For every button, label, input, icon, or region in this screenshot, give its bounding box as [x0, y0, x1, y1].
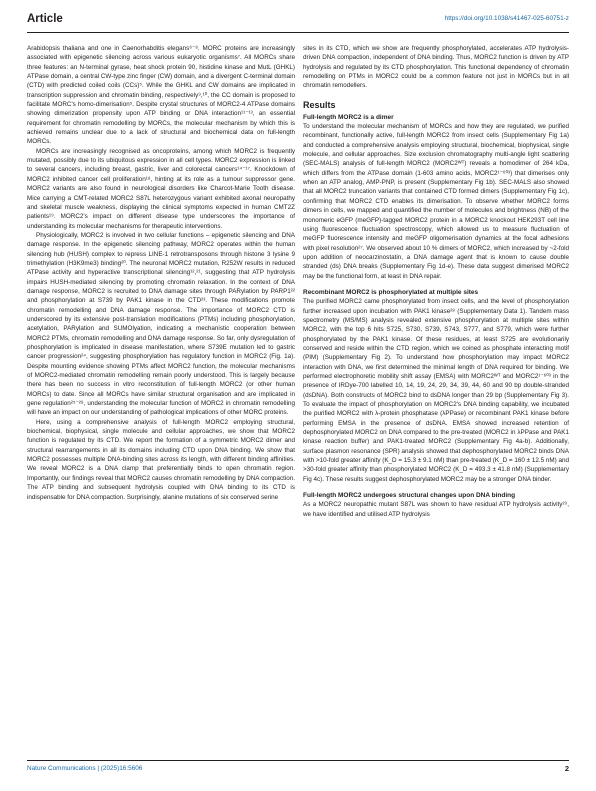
header-divider [27, 32, 569, 33]
subsection-heading: Recombinant MORC2 is phosphorylated at multiple sites [303, 288, 479, 296]
body-paragraph: Physiologically, MORC2 is involved in two cellular functions – epigenetic silencing and DNA damage response. In the epigenetic silencing pathway, MORC2 operates within the human silencing hub (HUSH) complex to repress LINE-1 retrotransposons through histone 3 lysine 9 trimethylation (H3K9me3) binding²⁰. The neuronal MORC2 mutation, R252W results in reduced ATPase activity and hyperactive transcriptional silencing¹²,²¹, suggesting that ATP hydrolysis impairs HUSH-mediated silencing by promoting chromatin relaxation. In the context of DNA damage response, MORC2 is recruited to DNA damage sites through PARylation by PARP1²² and phosphorylation at S739 by PAK1 kinase in the CTD²³. These modifications promote chromatin remodelling and DNA damage response. The importance of MORC2 CTD is underscored by its extensive post-translation modifications (PTMs) including phosphorylation, acetylation, PARylation and SUMOlyation, indicating a mechanistic cooperation between MORC2 PTMs, chromatin remodelling and DNA damage response. So far, only dysregulation of phosphorylation is implicated in disease manifestation, where S739E mutation led to gastric cancer progression²⁴, suggesting phosphorylation has regulatory function in MORC2 (Fig. 1a). Despite mounting evidence showing PTMs affect MORC2 function, the molecular mechanisms of MORC2-mediated chromatin remodelling remain poorly understood. This is largely because there has been no success in vitro reconstitution of full-length MORC2 (or other human MORCs) to date. Since all MORCs have similar structural organisation and are implicated in gene regulation²⁵⁻²⁸, understanding the molecular function of MORC2 in chromatin remodelling will have an impact on our understanding of pathological implications of other MORC proteins. [27, 231, 295, 417]
doi-link[interactable]: https://doi.org/10.1038/s41467-025-60751-z [444, 15, 569, 22]
article-type-label: Article [27, 13, 63, 25]
body-paragraph: The purified MORC2 came phosphorylated from insect cells, and the level of phosphorylation further increased upon incubation with PAK1 kinase²⁸ (Supplementary Data 1). Tandem mass spectrometry (MS/MS) analysis revealed extensive phosphorylation at multiple sites within MORC2, with the top 6 hits S725, S730, S739, S743, S777, and S779, which were further phosphorylated by the PAK1 kinase. Of these residues, at least S725 are evolutionarily conserved and reside within the CTD region, which we coined as phosphate interacting motif (PIM) (Supplementary Fig 2). To understand how phosphorylation may impact MORC2 interaction with DNA, we first determined the minimal length of DNA required for binding. We performed electrophoretic mobility shift assay (EMSA) with MORC2ᵂᵀ and MORC2¹⁻⁶⁰³ in the presence of IRDye-700 labelled 10, 14, 19, 24, 29, 34, 39, 44, 60 and 90 bp double-stranded (dsDNA). Both constructs of MORC2 bind to dsDNA longer than 29 bp (Supplementary Fig 3). To evaluate the impact of phosphorylation on MORC2's DNA binding capability, we incubated the purified MORC2 with λ-protein phosphatase (λPPase) or recombinant PAK1 kinase before performing EMSA in the presence of dsDNA. EMSA showed increased retention of dephosphorylated MORC2 on DNA compared to the pre-treated (MORC2 in λPPase and PAK1 kinase reaction buffer) and PAK1-treated MORC2 (Supplementary Fig 4a-b). Additionally, surface plasmon resonance (SPR) analysis showed that dephosphorylated MORC2 binds DNA with >10-fold greater affinity (K_D = 15.3 ± 9.1 nM) than pre-treated (K_D = 160 ± 12.5 nM) and >30-fold greater affinity than phosphorylated MORC2 (K_D = 493.3 ± 41.8 nM) (Supplementary Fig 4c). These results suggest dephosphorylated MORC2 may be a stronger DNA binder. [303, 298, 569, 483]
results-heading: Results [303, 99, 336, 110]
footer-divider [27, 760, 569, 761]
body-paragraph: To understand the molecular mechanism of MORCs and how they are regulated, we purified recombinant, functionally active, full-length MORC2 from insect cells (Supplementary Fig 1a) and conducted a comprehensive analysis employing structural, biochemical, biophysical, single molecule, and cellular approaches. Size exclusion chromatography multi-angle light scattering (SEC-MALS) analysis of full-length MORC2 (MORC2ᵂᵀ) reveals a homodimer of 264 kDa, which differs from the ATPase domain (1-603 amino acids, MORC2¹⁻⁶⁰³) that dimerises only when an ATP analog, AMP-PNP, is present (Supplementary Fig 1b). SEC-MALS also showed that all MORC2 truncation variants that contained CTD formed dimers (Supplementary Fig 1c), confirming that MORC2 CTD enables its dimerisation. To observe whether MORC2 forms dimers in cells, we mapped and quantified the number of molecules and brightness (NB) of the monomeric eGFP (meGFP)-tagged MORC2 protein in a MORC2 knockout HEK293T cell line using fluorescence fluctuation spectroscopy, which allowed us to measure fluctuation of meGFP fluorescence intensity and meGFP oligomerisation dynamics at the focal adhesions with pixel resolution²⁷. We observed about 10 % dimers of MORC2, which increased by ~2-fold upon addition of neocarzinostatin, a DNA damage agent that is known to cause double stranded (ds) DNA breaks (Supplementary Fig 1d-e). These data suggest dimerised MORC2 may be the functional form, at least in DNA repair. [303, 123, 569, 280]
body-paragraph: Arabidopsis thaliana and one in Caenorhabditis elegans⁶⁻⁸. MORC proteins are increasingly associated with epigenetic silencing across various eukaryotic organisms⁷. All MORCs share three features: an N-terminal gyrase, heat shock protein 90, histidine kinase and MutL (GHKL) ATPase domain, a central CW-type zinc finger (CW) domain, and a divergent C-terminal domain (CTD) with predicted coiled coils (CCs)⁵. While the GHKL and CW domains are implicated in transcription suppression and chromatin binding, respectively⁹,¹⁰, the CC domain is proposed to facilitate MORC's homo-dimerisation⁵. Despite crystal structures of MORC2-4 ATPase domains showing dimerization propensity upon ATP binding or DNA interaction¹¹⁻¹³, an essential requirement for chromatin remodelling by MORCs, the molecular mechanism by which this is achieved remains unclear due to a lack of structural and biochemical data on full-length MORCs. [27, 45, 295, 146]
subsection-heading: Full-length MORC2 undergoes structural changes upon DNA binding [303, 492, 516, 500]
body-paragraph: Here, using a comprehensive analysis of full-length MORC2 employing structural, biochemical, biophysical, single molecule and cellular approaches, we show that MORC2 function is regulated by its CTD. We report the formation of a symmetric MORC2 dimer and structural rearrangements in all its domains including CTD upon DNA binding. We show that MORC2 possesses multiple DNA-binding sites across its length, with different binding affinities. We reveal MORC2 is a DNA clamp that preferentially binds to open chromatin region. Importantly, our findings reveal that MORC2 causes chromatin remodelling by DNA compaction. The ATP binding and subsequent hydrolysis coupled with DNA binding to its CTD is indispensable for DNA compaction. Surprisingly, alanine mutations of six conserved serine [27, 418, 295, 501]
journal-citation[interactable]: Nature Communications | (2025)16:5606 [27, 765, 143, 772]
body-paragraph: sites in its CTD, which we show are frequently phosphorylated, accelerates ATP hydrolysis-driven DNA compaction, independent of DNA binding. Thus, MORC2 function is driven by ATP hydrolysis and regulated by its CTD phosphorylation. This functional dependency of chromatin remodelling on PTMs in MORC2 could be a common feature not just in MORCs but in all chromatin remodellers. [303, 45, 569, 90]
body-paragraph: MORCs are increasingly recognised as oncoproteins, among which MORC2 is frequently mutated, possibly due to its ubiquitous expression in all cell types. MORC2 expression is linked to several cancers, including breast, gastric, liver and colorectal cancers¹⁴⁻¹⁷. Knockdown of MORC2 inhibited cancer cell proliferation¹⁸, hinting at its role as a tumour suppressor gene. MORC2 variants are also found in neurological disorders like Charcot-Marie Tooth disease. Mice carrying a CMT-related MORC2 S87L heterozygous variant exhibited axonal neuropathy and skeletal muscle weakness, displaying the clinical symptoms expected in human CMT2Z patients¹⁹. MORC2's impact on different disease type underscores the importance of understanding its molecular mechanisms for therapeutic interventions. [27, 147, 295, 230]
subsection-heading: Full-length MORC2 is a dimer [303, 113, 394, 121]
page-number: 2 [564, 764, 569, 773]
left-column [27, 44, 295, 502]
body-paragraph: As a MORC2 neuropathic mutant S87L was shown to have residual ATP hydrolysis activity²⁹, we have identified and utilised ATP hydrolysis [303, 501, 569, 518]
right-column [303, 44, 569, 519]
